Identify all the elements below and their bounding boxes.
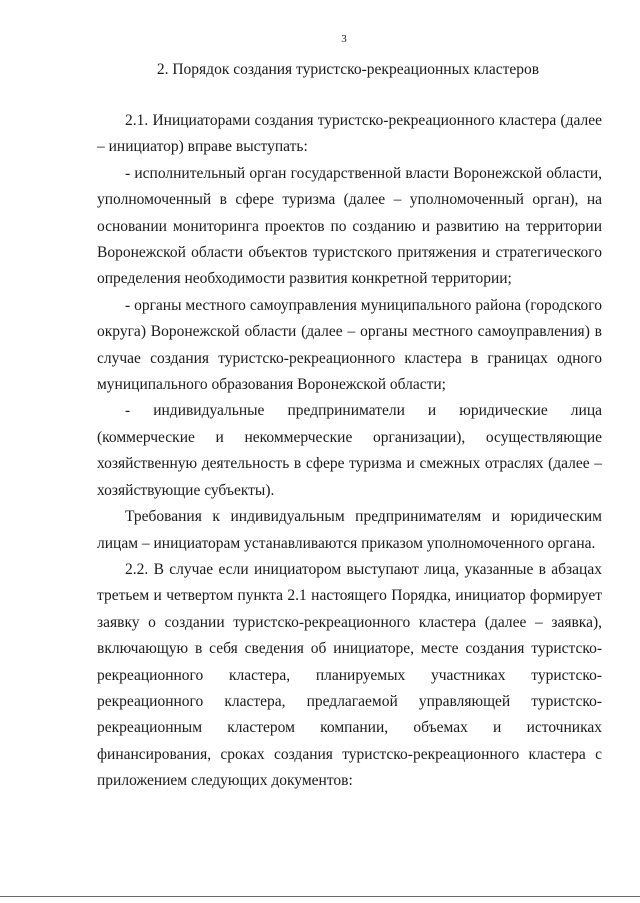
paragraph-2-2-application: 2.2. В случае если инициатором выступают лица, указанные в абзацах третьем и четвертом пункта 2.1 настоящего Порядка, инициатор формирует заявку о создании туристско-рекреационного кластера (далее – заявка), включающую в себя сведения об инициаторе, месте создания туристско-рекреационного кластера, планируемых участниках туристско-рекреационного кластера, предлагаемой управляющей туристско-рекреационным кластером компании, объемах и источниках финансирования, сроках создания туристско-рекреационного кластера с приложением следующих документов: [97,560,602,790]
page-number: 3 [341,33,347,45]
section-title: 2. Порядок создания туристско-рекреационных кластеров [156,61,540,78]
bottom-scan-edge [0,896,640,897]
paragraph-local-government: - органы местного самоуправления муниципального района (городского округа) Воронежской области (далее – органы местного самоуправления) в случае создания туристско-рекреационного кластера в границах одного муниципального образования Воронежской области; [97,296,602,394]
paragraph-authorized-body: - исполнительный орган государственной власти Воронежской области, уполномоченный в сфере туризма (далее – уполномоченный орган), на основании мониторинга проектов по созданию и развитию на территории Воронежской области объектов туристского притяжения и стратегического определения необходимости развития конкретной территории; [97,164,602,288]
paragraph-requirements: Требования к индивидуальным предпринимателям и юридическим лицам – инициаторам устанавливаются приказом уполномоченного органа. [97,508,602,552]
paragraph-2-1-intro: 2.1. Инициаторами создания туристско-рекреационного кластера (далее – инициатор) вправе выступать: [97,112,602,156]
paragraph-entrepreneurs: - индивидуальные предприниматели и юридические лица (коммерческие и некоммерческие организации), осуществляющие хозяйственную деятельность в сфере туризма и смежных отраслях (далее – хозяйствующие субъекты). [97,402,602,499]
document-body [97,108,602,795]
